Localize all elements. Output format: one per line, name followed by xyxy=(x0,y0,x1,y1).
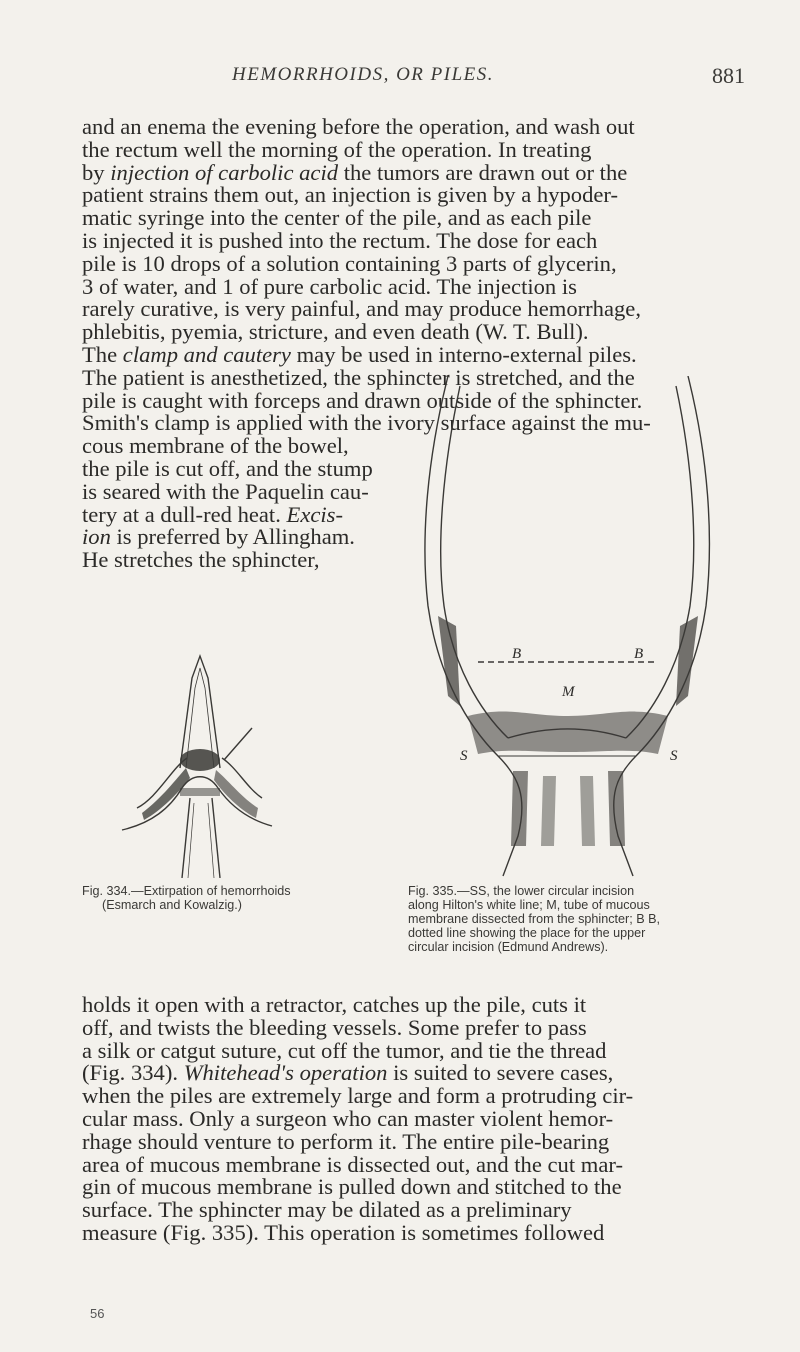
figure-335-illustration xyxy=(408,376,728,886)
italic-phrase: injection of carbolic acid xyxy=(110,159,339,185)
italic-phrase: clamp and cautery xyxy=(122,341,291,367)
text-line: and an enema the evening before the operation, and wash out xyxy=(82,114,635,139)
label-b-left: B xyxy=(512,646,522,662)
text-line: cous membrane of the bowel, xyxy=(82,433,349,459)
figure-334-caption: Fig. 334.—Extirpation of hemorrhoids (Esmarch and Kowalzig.) xyxy=(82,884,291,912)
text-line: The patient is anesthetized, the sphincter is stretched, and the xyxy=(82,364,635,390)
italic-phrase: ion xyxy=(82,524,111,550)
label-s-left: S xyxy=(460,748,468,764)
text-line: patient strains them out, an injection is given by a hypoder- xyxy=(82,182,619,208)
text-line: cular mass. Only a surgeon who can master violent hemor- xyxy=(82,1105,614,1131)
text-line: Smith's clamp is applied with the ivory surface against the mu- xyxy=(82,410,651,436)
text-line: is seared with the Paquelin cau- xyxy=(82,478,369,504)
text-line: when the piles are extremely large and form a protruding cir- xyxy=(82,1083,634,1109)
text-line: the rectum well the morning of the operation. In treating xyxy=(82,136,592,162)
text-line: ion is preferred by Allingham. xyxy=(82,524,355,550)
text-line: the pile is cut off, and the stump xyxy=(82,455,373,481)
text-line: The clamp and cautery may be used in interno-external piles. xyxy=(82,341,637,367)
italic-phrase: Whitehead's operation xyxy=(183,1060,388,1086)
label-m: M xyxy=(562,684,575,700)
label-b-right: B xyxy=(634,646,644,662)
text-line: surface. The sphincter may be dilated as a preliminary xyxy=(82,1197,572,1223)
text-line: matic syringe into the center of the pile, and as each pile xyxy=(82,205,592,231)
text-line: pile is caught with forceps and drawn outside of the sphincter. xyxy=(82,387,643,413)
text-line: a silk or catgut suture, cut off the tumor, and tie the thread xyxy=(82,1037,607,1063)
figure-334-illustration xyxy=(82,648,342,878)
text-line: holds it open with a retractor, catches up the pile, cuts it xyxy=(82,992,587,1017)
text-line: area of mucous membrane is dissected out, and the cut mar- xyxy=(82,1151,623,1177)
running-title: HEMORRHOIDS, OR PILES. xyxy=(232,64,495,85)
text-line: measure (Fig. 335). This operation is sometimes followed xyxy=(82,1219,605,1245)
text-line: 3 of water, and 1 of pure carbolic acid. The injection is xyxy=(82,273,577,299)
lower-paragraph xyxy=(82,994,720,1245)
signature-mark: 56 xyxy=(90,1306,105,1321)
figure-335-caption: Fig. 335.—SS, the lower circular incision along Hilton's white line; M, tube of mucous membrane dissected from the sphincter; B B, dotted line showing the place for the upper circular incision (Edmund Andrews). xyxy=(408,884,660,954)
text-line: phlebitis, pyemia, stricture, and even death (W. T. Bull). xyxy=(82,319,589,345)
text-line: rarely curative, is very painful, and may produce hemorrhage, xyxy=(82,296,641,322)
text-line: pile is 10 drops of a solution containing 3 parts of glycerin, xyxy=(82,250,617,276)
text-line: (Fig. 334). Whitehead's operation is suited to severe cases, xyxy=(82,1060,614,1086)
page-header xyxy=(0,64,800,94)
text-line: gin of mucous membrane is pulled down and stitched to the xyxy=(82,1174,622,1200)
text-line: rhage should venture to perform it. The entire pile-bearing xyxy=(82,1128,610,1154)
label-s-right: S xyxy=(670,748,678,764)
page-number: 881 xyxy=(712,63,745,88)
text-line: tery at a dull-red heat. Excis- xyxy=(82,501,343,527)
text-line: is injected it is pushed into the rectum. The dose for each xyxy=(82,227,598,253)
text-line: off, and twists the bleeding vessels. Some prefer to pass xyxy=(82,1014,587,1040)
text-line: He stretches the sphincter, xyxy=(82,547,320,573)
italic-phrase: Excis- xyxy=(286,501,343,527)
text-line: by injection of carbolic acid the tumors are drawn out or the xyxy=(82,159,628,185)
